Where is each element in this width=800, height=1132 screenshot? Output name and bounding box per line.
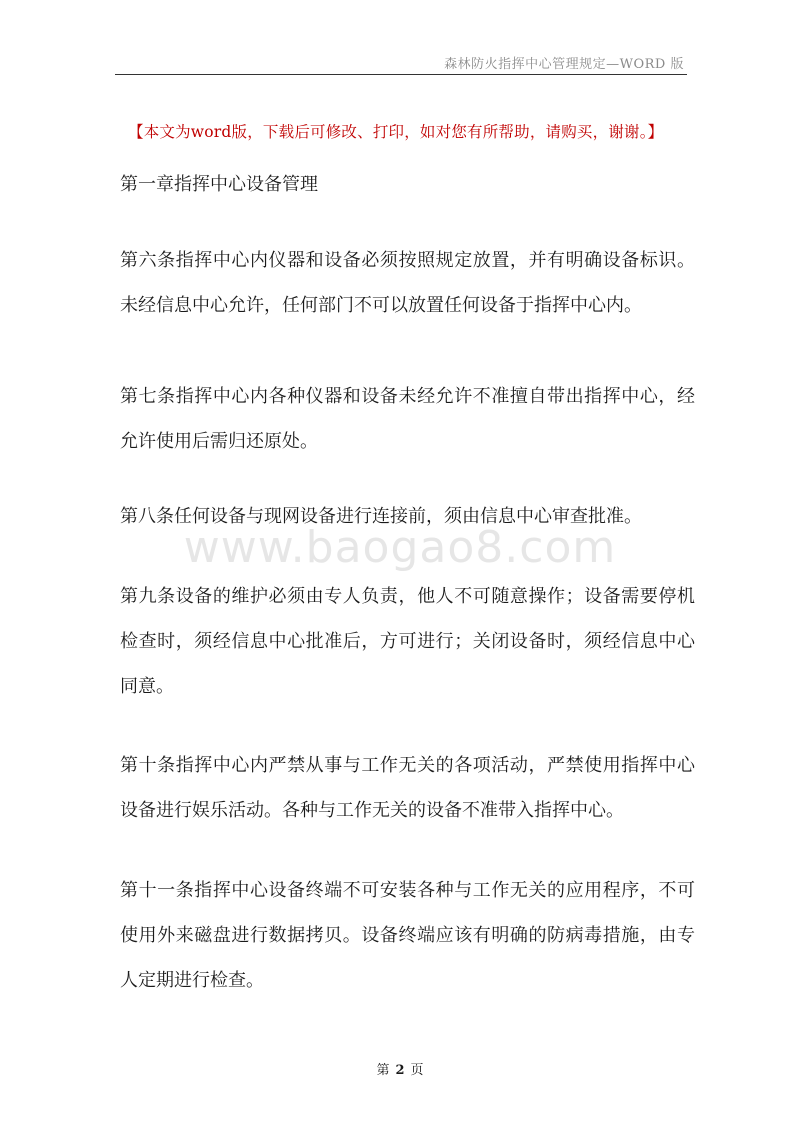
- footer-suffix: 页: [410, 1063, 424, 1078]
- page-footer: [0, 1059, 800, 1078]
- footer-prefix: 第: [376, 1063, 390, 1078]
- article-9: 第九条设备的维护必须由专人负责，他人不可随意操作；设备需要停机检查时，须经信息中心批准后，方可进行；关闭设备时，须经信息中心同意。: [120, 586, 695, 697]
- article-6: 第六条指挥中心内仪器和设备必须按照规定放置，并有明确设备标识。未经信息中心允许，任何部门不可以放置任何设备于指挥中心内。: [120, 250, 695, 316]
- watermark: www.baogao8.com: [183, 522, 617, 573]
- page-number: 2: [395, 1063, 405, 1078]
- article-8: 第八条任何设备与现网设备进行连接前，须由信息中心审查批准。: [120, 506, 642, 527]
- article-7: 第七条指挥中心内各种仪器和设备未经允许不准擅自带出指挥中心，经允许使用后需归还原处。: [120, 386, 695, 452]
- download-notice: 【本文为word版，下载后可修改、打印，如对您有所帮助，请购买，谢谢。】: [128, 123, 664, 141]
- header-title: 森林防火指挥中心管理规定—WORD 版: [444, 57, 684, 72]
- article-10: 第十条指挥中心内严禁从事与工作无关的各项活动，严禁使用指挥中心设备进行娱乐活动。各种与工作无关的设备不准带入指挥中心。: [120, 755, 695, 821]
- article-11: 第十一条指挥中心设备终端不可安装各种与工作无关的应用程序，不可使用外来磁盘进行数据拷贝。设备终端应该有明确的防病毒措施，由专人定期进行检查。: [120, 880, 695, 991]
- header-divider: [115, 74, 687, 75]
- chapter-heading: 第一章指挥中心设备管理: [120, 174, 318, 195]
